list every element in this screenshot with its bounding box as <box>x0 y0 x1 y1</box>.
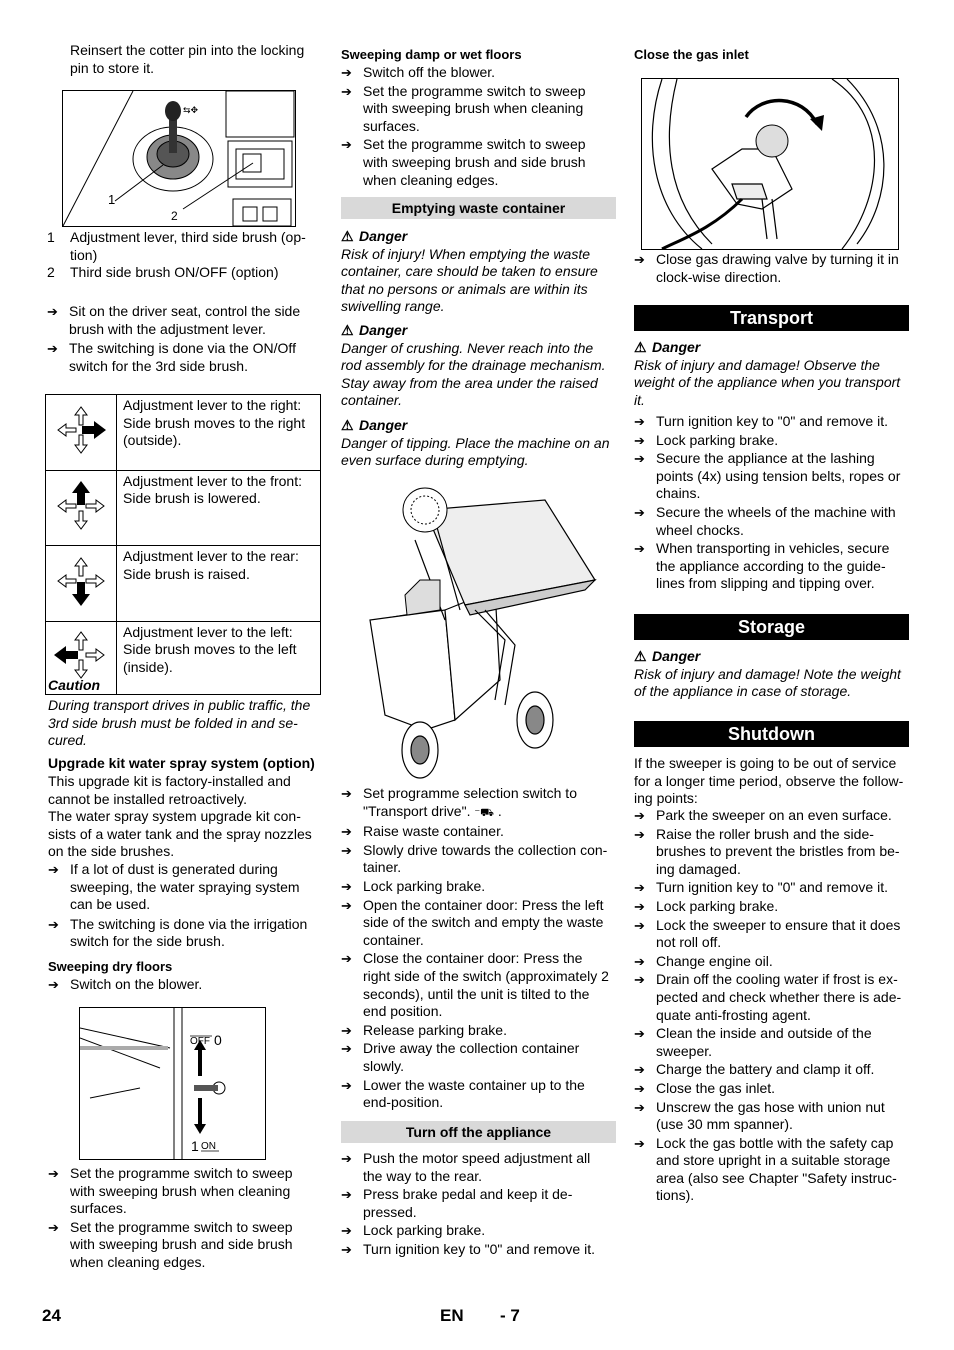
step-item: ➔ Park the sweeper on an even surface. <box>634 807 908 825</box>
lever-text: Adjustment lever to the left: Side brush moves to the left (inside). <box>117 621 321 695</box>
danger-title: ⚠ Danger <box>634 648 701 664</box>
arrow-down-icon <box>46 546 117 622</box>
step-item: ➔ Lock parking brake. <box>341 1222 613 1240</box>
figure-gas-valve <box>641 78 899 250</box>
legend-item: 2 Third side brush ON/OFF (option) <box>47 264 279 280</box>
off-number: 0 <box>214 1032 222 1048</box>
warning-triangle-icon: ⚠ <box>341 322 354 338</box>
table-row <box>46 546 321 622</box>
step-item: ➔ Set programme selection switch to "Transport drive". ⁻⛟ . <box>341 785 613 822</box>
step-item: ➔ Open the container door: Press the left side of the switch and empty the waste container. <box>341 897 613 950</box>
callout-2: 2 <box>171 209 178 223</box>
caution-title: Caution <box>48 677 101 693</box>
step-item: ➔ Set the programme switch to sweep with sweeping brush when cleaning surfaces. <box>48 1165 318 1218</box>
warning-triangle-icon: ⚠ <box>634 648 647 664</box>
legend <box>47 229 323 282</box>
step-item: ➔ Clean the inside and outside of the sweeper. <box>634 1025 908 1060</box>
step-item: ➔ Lock parking brake. <box>341 878 613 896</box>
step-item: ➔ The switching is done via the irrigation switch for the side brush. <box>48 916 318 951</box>
step-item: ➔ Lock parking brake. <box>634 898 908 916</box>
step-item: ➔ Turn ignition key to "0" and remove it. <box>634 879 908 897</box>
danger-text: Risk of injury! When emptying the waste container, care should be taken to ensure that no persons or animals are within its swivelling range. <box>341 245 598 315</box>
danger-block-2 <box>341 322 613 410</box>
danger-text: Danger of crushing. Never reach into the rod assembly for the drainage mechanism. Stay away from the area under the raised container. <box>341 339 606 409</box>
step-item: ➔ Turn ignition key to "0" and remove it. <box>634 413 908 431</box>
column-1 <box>47 0 323 1270</box>
caution-text: During transport drives in public traffic, the 3rd side brush must be folded in and se-cured. <box>48 697 311 749</box>
danger-title: ⚠ Danger <box>634 339 701 355</box>
sub-page-number: - 7 <box>500 1306 520 1325</box>
step-item: ➔ Press brake pedal and keep it de-pressed. <box>341 1186 613 1221</box>
lever-direction-table <box>45 394 321 695</box>
step-item: ➔ Sit on the driver seat, control the side brush with the adjustment lever. <box>47 303 317 338</box>
step-item: ➔ Turn ignition key to "0" and remove it. <box>341 1241 613 1259</box>
lever-illustration <box>63 91 295 226</box>
arrow-right-icon <box>46 395 117 471</box>
step-item: ➔ Push the motor speed adjustment all the way to the rear. <box>341 1150 613 1185</box>
danger-title: ⚠ Danger <box>341 417 408 433</box>
danger-block-3 <box>341 417 613 470</box>
column-3 <box>634 0 909 1204</box>
transport-steps <box>634 413 908 593</box>
section-storage-header: Storage <box>634 614 909 640</box>
callout-1: 1 <box>108 192 116 207</box>
gas-inlet-title: Close the gas inlet <box>634 47 749 62</box>
step-item: ➔ When transporting in vehicles, secure the appliance according to the guide-lines from slipping and tipping over. <box>634 540 908 593</box>
upgrade-title: Upgrade kit water spray system (option) <box>48 755 315 771</box>
arrow-up-icon <box>46 470 117 546</box>
shutdown-intro: If the sweeper is going to be out of service for a longer time period, observe the follow-ing points: <box>634 755 904 807</box>
on-number: 1 <box>191 1138 199 1154</box>
transport-danger <box>634 339 908 409</box>
step-item: ➔ Close the container door: Press the right side of the switch (approximately 2 seconds), until the unit is tilted to the end position. <box>341 950 613 1020</box>
damp-steps <box>341 64 611 189</box>
step-item: ➔ The switching is done via the ON/Off switch for the 3rd side brush. <box>47 340 317 375</box>
warning-triangle-icon: ⚠ <box>634 339 647 355</box>
figure-blower-switch <box>79 1007 266 1160</box>
step-item: ➔ Switch off the blower. <box>341 64 611 82</box>
lever-text: Adjustment lever to the front: Side brush is lowered. <box>117 470 321 546</box>
upgrade-steps <box>48 861 318 951</box>
step-item: ➔ Lock parking brake. <box>634 432 908 450</box>
step-item: ➔ Change engine oil. <box>634 953 908 971</box>
steps-1 <box>47 303 317 375</box>
danger-title: ⚠ Danger <box>341 228 408 244</box>
damp-floors-title: Sweeping damp or wet floors <box>341 47 522 62</box>
table-row <box>46 470 321 546</box>
dry-floors-title: Sweeping dry floors <box>48 959 173 974</box>
sweeper-emptying-illustration <box>365 480 601 780</box>
lever-text: Adjustment lever to the right: Side brush moves to the right (outside). <box>117 395 321 471</box>
language-code: EN <box>440 1306 464 1325</box>
step-item: ➔ Unscrew the gas hose with union nut (use 30 mm spanner). <box>634 1099 908 1134</box>
step-item: ➔ Lock the sweeper to ensure that it does not roll off. <box>634 917 908 952</box>
off-label: OFF <box>190 1036 210 1047</box>
page-number: 24 <box>42 1306 61 1325</box>
step-item: ➔ Set the programme switch to sweep with sweeping brush when cleaning surfaces. <box>341 83 611 136</box>
figure-side-brush-lever <box>62 90 296 227</box>
upgrade-p1: This upgrade kit is factory-installed and cannot be installed retroactively. <box>48 773 291 807</box>
storage-danger <box>634 648 908 701</box>
section-emptying-header: Emptying waste container <box>341 197 616 219</box>
shutdown-steps <box>634 807 908 1205</box>
step-item: ➔ If a lot of dust is generated during sweeping, the water spraying system can be used. <box>48 861 318 914</box>
figure-waste-container-tilt <box>365 480 601 780</box>
step-item: ➔ Charge the battery and clamp it off. <box>634 1061 908 1079</box>
step-item: ➔ Slowly drive towards the collection con-tainer. <box>341 842 613 877</box>
step-item: ➔ Switch on the blower. <box>48 976 320 994</box>
danger-block-1 <box>341 228 613 316</box>
step-item: ➔ Lower the waste container up to the end-position. <box>341 1077 613 1112</box>
step-item: ➔ Secure the appliance at the lashing points (4x) using tension belts, ropes or chains. <box>634 450 908 503</box>
danger-title: ⚠ Danger <box>341 322 408 338</box>
warning-triangle-icon: ⚠ <box>341 228 354 244</box>
step-item: ➔ Close the gas inlet. <box>634 1080 908 1098</box>
legend-item: 1 Adjustment lever, third side brush (op-tion) <box>47 229 306 263</box>
dry-steps-2 <box>48 1165 318 1272</box>
lever-text: Adjustment lever to the rear: Side brush is raised. <box>117 546 321 622</box>
on-label: ON <box>201 1141 216 1152</box>
step-item: ➔ Drive away the collection container slowly. <box>341 1040 613 1075</box>
step-item: ➔ Lock the gas bottle with the safety cap and store upright in a suitable storage area (also see Chapter "Safety instruc-tions). <box>634 1135 908 1205</box>
turnoff-steps <box>341 1150 613 1259</box>
section-transport-header: Transport <box>634 305 909 331</box>
section-shutdown-header: Shutdown <box>634 721 909 747</box>
section-turnoff-header: Turn off the appliance <box>341 1121 616 1143</box>
step-item: ➔ Close gas drawing valve by turning it in clock-wise direction. <box>634 251 928 286</box>
warning-triangle-icon: ⚠ <box>341 417 354 433</box>
intro-text: Reinsert the cotter pin into the locking pin to store it. <box>70 42 305 76</box>
blower-switch-illustration <box>80 1008 265 1159</box>
step-item: ➔ Release parking brake. <box>341 1022 613 1040</box>
upgrade-p2: The water spray system upgrade kit con-sists of a water tank and the spray nozzles on the side brushes. <box>48 808 312 860</box>
step-item: ➔ Drain off the cooling water if frost is ex-pected and check whether there is ade-quate anti-frosting agent. <box>634 971 908 1024</box>
emptying-steps <box>341 785 613 1112</box>
step-item: ➔ Set the programme switch to sweep with sweeping brush and side brush when cleaning edges. <box>341 136 611 189</box>
gas-valve-illustration <box>642 79 898 249</box>
transport-drive-icon: ⁻⛟ <box>474 806 495 819</box>
table-row <box>46 395 321 471</box>
step-item: ➔ Raise waste container. <box>341 823 613 841</box>
danger-text: Risk of injury and damage! Observe the weight of the appliance when you transport it. <box>634 356 901 408</box>
step-item: ➔ Raise the roller brush and the side-brushes to prevent the bristles from be-ing damaged. <box>634 826 908 879</box>
svg-text:⇆✥: ⇆✥ <box>183 106 199 116</box>
step-item: ➔ Set the programme switch to sweep with sweeping brush and side brush when cleaning edges. <box>48 1219 318 1272</box>
step-item: ➔ Secure the wheels of the machine with wheel chocks. <box>634 504 908 539</box>
danger-text: Risk of injury and damage! Note the weight of the appliance in case of storage. <box>634 665 901 700</box>
danger-text: Danger of tipping. Place the machine on an even surface during emptying. <box>341 434 610 469</box>
